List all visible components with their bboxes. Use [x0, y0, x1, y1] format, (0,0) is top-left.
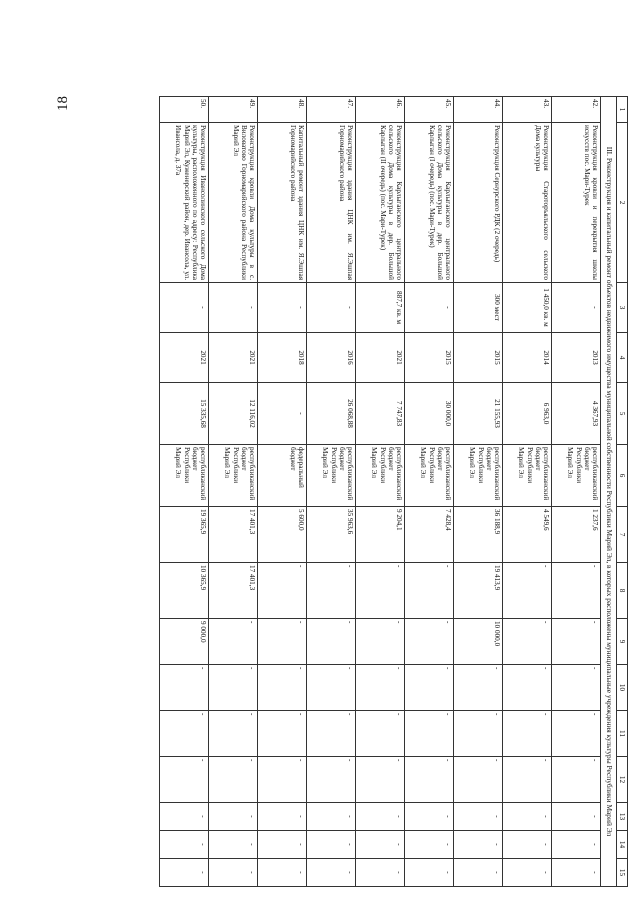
col9-value: -: [209, 619, 258, 665]
funding-source: республиканский бюджет Республики Марий Эл: [160, 445, 209, 507]
row-number: 46.: [356, 97, 405, 123]
col7-value: 36 188,9: [454, 507, 503, 563]
col-number-12: 12: [616, 757, 627, 803]
col-number-3: 3: [616, 283, 627, 333]
year: 2015: [405, 333, 454, 383]
year: 2016: [307, 333, 356, 383]
col9-value: -: [356, 619, 405, 665]
col8-value: -: [258, 563, 307, 619]
col-number-8: 8: [616, 563, 627, 619]
col15-value: -: [552, 859, 601, 887]
col12-value: -: [405, 757, 454, 803]
objects-table: [159, 96, 628, 887]
estimated-cost: 21 155,93: [454, 383, 503, 445]
col11-value: -: [258, 711, 307, 757]
row-number: 44.: [454, 97, 503, 123]
capacity: -: [258, 283, 307, 333]
col14-value: -: [258, 831, 307, 859]
capacity: 887,7 кв. м: [356, 283, 405, 333]
col8-value: 10 365,9: [160, 563, 209, 619]
col15-value: -: [356, 859, 405, 887]
col14-value: -: [405, 831, 454, 859]
col12-value: -: [552, 757, 601, 803]
col15-value: -: [258, 859, 307, 887]
col10-value: -: [209, 665, 258, 711]
col11-value: -: [356, 711, 405, 757]
table-row: [454, 97, 503, 887]
col12-value: -: [503, 757, 552, 803]
table-row: [209, 97, 258, 887]
funding-source: республиканский бюджет Республики Марий Эл: [552, 445, 601, 507]
col-number-4: 4: [616, 333, 627, 383]
col9-value: -: [552, 619, 601, 665]
col-number-7: 7: [616, 507, 627, 563]
col12-value: -: [307, 757, 356, 803]
col-number-6: 6: [616, 445, 627, 507]
funding-source: республиканский бюджет Республики Марий Эл: [454, 445, 503, 507]
section-row: [601, 97, 617, 887]
col10-value: -: [405, 665, 454, 711]
col13-value: -: [209, 803, 258, 831]
row-number: 42.: [552, 97, 601, 123]
section-title: III. Реконструкция и капитальный ремонт объектов недвижимого имущества муниципальной собственности Республики Марий Эл, в которых расположены муниципальные учреждения культуры Республики Марий Эл: [601, 97, 617, 887]
col15-value: -: [454, 859, 503, 887]
col10-value: -: [258, 665, 307, 711]
col-number-14: 14: [616, 831, 627, 859]
row-number: 47.: [307, 97, 356, 123]
year: 2014: [503, 333, 552, 383]
year: 2021: [160, 333, 209, 383]
funding-source: республиканский бюджет Республики Марий Эл: [209, 445, 258, 507]
col-number-2: 2: [616, 123, 627, 283]
col11-value: -: [405, 711, 454, 757]
col10-value: -: [160, 665, 209, 711]
table-row: [503, 97, 552, 887]
col15-value: -: [405, 859, 454, 887]
col11-value: -: [160, 711, 209, 757]
col7-value: 7 428,4: [405, 507, 454, 563]
capacity: -: [552, 283, 601, 333]
col10-value: -: [454, 665, 503, 711]
estimated-cost: 6 963,0: [503, 383, 552, 445]
year: 2015: [454, 333, 503, 383]
col13-value: -: [258, 803, 307, 831]
col11-value: -: [307, 711, 356, 757]
table-row: [356, 97, 405, 887]
col13-value: -: [405, 803, 454, 831]
estimated-cost: 30 000,0: [405, 383, 454, 445]
row-number: 48.: [258, 97, 307, 123]
object-name: Реконструкция Карлыганского центрального сельского Дома культуры в дер. Большой Карлыган (II очередь) (пос. Мари-Турек): [356, 123, 405, 283]
col14-value: -: [454, 831, 503, 859]
col15-value: -: [503, 859, 552, 887]
col10-value: -: [503, 665, 552, 711]
col15-value: -: [160, 859, 209, 887]
col-number-9: 9: [616, 619, 627, 665]
col8-value: 17 401,3: [209, 563, 258, 619]
col8-value: -: [503, 563, 552, 619]
col11-value: -: [209, 711, 258, 757]
col8-value: -: [307, 563, 356, 619]
col12-value: -: [209, 757, 258, 803]
capacity: -: [405, 283, 454, 333]
object-name: Реконструкция Карлыганского центрального сельского Дома культуры в дер. Большой Карлыган (I очередь) (пос. Мари-Турек): [405, 123, 454, 283]
funding-source: республиканский бюджет Республики Марий Эл: [405, 445, 454, 507]
col14-value: -: [209, 831, 258, 859]
object-name: Капитальный ремонт здания ЦНК им. Я.Эшпая Горномарийского района: [258, 123, 307, 283]
col11-value: -: [552, 711, 601, 757]
col12-value: -: [454, 757, 503, 803]
col13-value: -: [160, 803, 209, 831]
row-number: 43.: [503, 97, 552, 123]
col7-value: 5 600,0: [258, 507, 307, 563]
object-name: Реконструкция Сернурского РДК (2 очередь): [454, 123, 503, 283]
row-number: 45.: [405, 97, 454, 123]
col-number-1: 1: [616, 97, 627, 123]
col8-value: -: [356, 563, 405, 619]
object-name: Реконструкция Ивансолинского сельского Дома культуры, расположенного по адресу: Республика Марий Эл, Куженерский район, дер. Ивансола, ул. Ивансола, д. 37а: [160, 123, 209, 283]
row-number: 50.: [160, 97, 209, 123]
col-number-13: 13: [616, 803, 627, 831]
col14-value: -: [307, 831, 356, 859]
col7-value: 35 963,6: [307, 507, 356, 563]
col13-value: -: [454, 803, 503, 831]
col13-value: -: [503, 803, 552, 831]
col9-value: -: [405, 619, 454, 665]
object-name: Реконструкция кровли и перекрытия школы искусств пос. Мари-Турек: [552, 123, 601, 283]
funding-source: республиканский бюджет Республики Марий Эл: [307, 445, 356, 507]
column-number-row: [616, 97, 627, 887]
capacity: 300 мест: [454, 283, 503, 333]
col9-value: -: [307, 619, 356, 665]
col10-value: -: [356, 665, 405, 711]
capacity: -: [209, 283, 258, 333]
col-number-10: 10: [616, 665, 627, 711]
col7-value: 1 237,6: [552, 507, 601, 563]
row-number: 49.: [209, 97, 258, 123]
col9-value: -: [258, 619, 307, 665]
col-number-5: 5: [616, 383, 627, 445]
estimated-cost: 12 116,02: [209, 383, 258, 445]
capacity: 1 450,0 кв. м: [503, 283, 552, 333]
col14-value: -: [160, 831, 209, 859]
col15-value: -: [307, 859, 356, 887]
capacity: -: [307, 283, 356, 333]
col12-value: -: [356, 757, 405, 803]
col7-value: 17 401,3: [209, 507, 258, 563]
col13-value: -: [307, 803, 356, 831]
rotated-table-container: [108, 96, 628, 878]
funding-source: федеральный бюджет: [258, 445, 307, 507]
col10-value: -: [552, 665, 601, 711]
object-name: Реконструкция Староторъяльского сельского Дома культуры: [503, 123, 552, 283]
year: 2018: [258, 333, 307, 383]
col10-value: -: [307, 665, 356, 711]
col7-value: 19 365,9: [160, 507, 209, 563]
funding-source: республиканский бюджет Республики Марий Эл: [503, 445, 552, 507]
col7-value: 9 204,1: [356, 507, 405, 563]
funding-source: республиканский бюджет Республики Марий Эл: [356, 445, 405, 507]
col14-value: -: [356, 831, 405, 859]
col7-value: 4 549,6: [503, 507, 552, 563]
estimated-cost: 4 367,93: [552, 383, 601, 445]
estimated-cost: 26 068,88: [307, 383, 356, 445]
table-row: [405, 97, 454, 887]
col15-value: -: [209, 859, 258, 887]
col11-value: -: [454, 711, 503, 757]
col12-value: -: [258, 757, 307, 803]
col9-value: 10 000,0: [454, 619, 503, 665]
capacity: -: [160, 283, 209, 333]
col12-value: -: [160, 757, 209, 803]
col8-value: 19 413,9: [454, 563, 503, 619]
col-number-11: 11: [616, 711, 627, 757]
table-row: [160, 97, 209, 887]
col9-value: 9 000,0: [160, 619, 209, 665]
year: 2013: [552, 333, 601, 383]
col14-value: -: [552, 831, 601, 859]
col8-value: -: [552, 563, 601, 619]
col13-value: -: [356, 803, 405, 831]
col9-value: -: [503, 619, 552, 665]
col8-value: -: [405, 563, 454, 619]
table-row: [258, 97, 307, 887]
col-number-15: 15: [616, 859, 627, 887]
table-row: [307, 97, 356, 887]
estimated-cost: 15 335,68: [160, 383, 209, 445]
object-name: Реконструкция здания ЦНК им. Я.Эшпая Горномарийского района: [307, 123, 356, 283]
col13-value: -: [552, 803, 601, 831]
col14-value: -: [503, 831, 552, 859]
year: 2021: [209, 333, 258, 383]
col11-value: -: [503, 711, 552, 757]
table-row: [552, 97, 601, 887]
object-name: Реконструкция кровли Дома культуры в с. Виловатово Горномарийского района Республики Марий Эл: [209, 123, 258, 283]
year: 2021: [356, 333, 405, 383]
page-number: 18: [55, 96, 71, 111]
estimated-cost: 7 747,83: [356, 383, 405, 445]
estimated-cost: -: [258, 383, 307, 445]
